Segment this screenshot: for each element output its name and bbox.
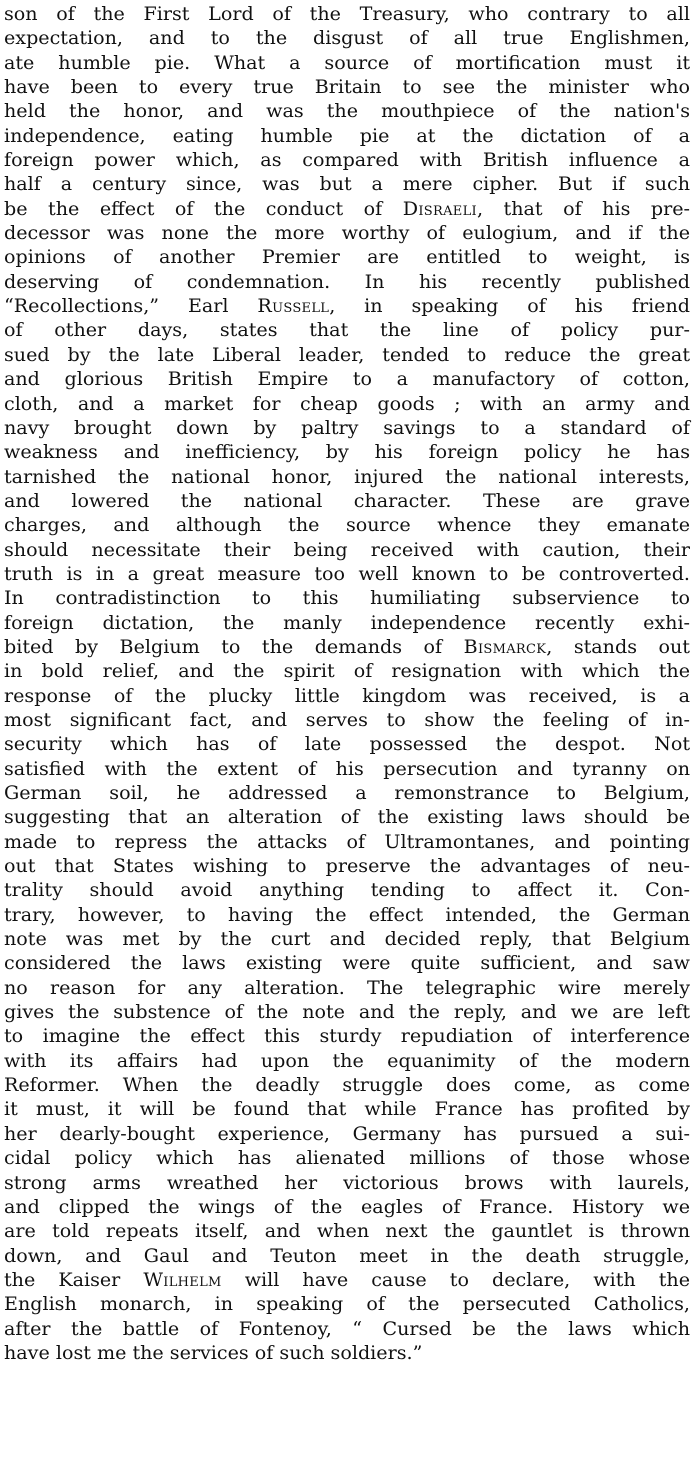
text-segment: weakness and inefficiency, by his foreign policy he has xyxy=(4,440,690,464)
text-segment: and glorious British Empire to a manufactory of cotton, xyxy=(4,367,690,391)
text-segment: trality should avoid anything tending to affect it. Con- xyxy=(4,878,690,902)
text-segment: trary, however, to having the effect intended, the German xyxy=(4,902,690,926)
text-segment: half a century since, was but a mere cipher. But if such xyxy=(4,172,690,196)
text-line xyxy=(4,294,690,318)
text-line xyxy=(4,1292,690,1316)
text-line xyxy=(4,805,690,829)
text-line xyxy=(4,927,690,951)
text-segment: In contradistinction to this humiliating subservience to xyxy=(4,586,690,610)
text-segment: Reformer. When the deadly struggle does come, as come xyxy=(4,1073,690,1097)
text-line xyxy=(4,562,690,586)
text-segment: in bold relief, and the spirit of resignation with which the xyxy=(4,659,690,683)
text-line xyxy=(4,1073,690,1097)
text-line xyxy=(4,1097,690,1121)
text-segment: security which has of late possessed the despot. Not xyxy=(4,732,690,756)
text-line xyxy=(4,635,690,659)
text-line xyxy=(4,51,690,75)
text-line xyxy=(4,270,690,294)
text-segment: German soil, he addressed a remonstrance to Belgium, xyxy=(4,781,690,804)
text-segment: out that States wishing to preserve the advantages of neu- xyxy=(4,854,690,878)
text-line xyxy=(4,172,690,196)
small-caps-name: Russell xyxy=(257,294,330,318)
text-line xyxy=(4,1024,690,1048)
text-line xyxy=(4,684,690,708)
text-segment: charges, and although the source whence they emanate xyxy=(4,513,690,537)
text-line xyxy=(4,75,690,99)
text-line xyxy=(4,708,690,732)
text-line xyxy=(4,99,690,123)
text-segment: to imagine the effect this sturdy repudiation of interference xyxy=(4,1024,690,1048)
text-line xyxy=(4,367,690,391)
text-line xyxy=(4,1146,690,1170)
text-line xyxy=(4,903,690,927)
text-segment: son of the First Lord of the Treasury, who contrary to all xyxy=(4,2,690,25)
text-segment: sued by the late Liberal leader, tended to reduce the great xyxy=(4,342,690,366)
text-segment: deserving of condemnation. In his recently published xyxy=(4,269,690,293)
text-line xyxy=(4,392,690,416)
text-segment: navy brought down by paltry savings to a standard of xyxy=(4,415,690,439)
text-segment: truth is in a great measure too well known to be controverted. xyxy=(4,561,690,585)
text-segment: and lowered the national character. These are grave xyxy=(4,488,690,512)
text-segment: after the battle of Fontenoy, “ Cursed be the laws which xyxy=(4,1316,690,1340)
text-segment: tarnished the national honor, injured the national interests, xyxy=(4,464,690,488)
text-line xyxy=(4,1171,690,1195)
text-line xyxy=(4,124,690,148)
text-segment: bited by Belgium to the demands of xyxy=(4,634,464,658)
text-segment: , stands out xyxy=(546,634,690,658)
text-segment: held the honor, and was the mouthpiece of the nation's xyxy=(4,99,690,123)
text-line xyxy=(4,489,690,513)
text-line xyxy=(4,416,690,440)
text-segment: satisfied with the extent of his persecution and tyranny on xyxy=(4,756,690,780)
text-line xyxy=(4,2,690,26)
text-line xyxy=(4,830,690,854)
text-line xyxy=(4,513,690,537)
text-line xyxy=(4,1341,690,1365)
text-line xyxy=(4,732,690,756)
text-segment: no reason for any alteration. The telegraphic wire merely xyxy=(4,975,690,999)
text-line xyxy=(4,465,690,489)
text-segment: expectation, and to the disgust of all true Englishmen, xyxy=(4,26,690,50)
text-segment: independence, eating humble pie at the dictation of a xyxy=(4,123,690,147)
small-caps-name: Bismarck xyxy=(463,634,547,658)
text-segment: cidal policy which has alienated millions of those whose xyxy=(4,1146,690,1170)
text-segment: with its affairs had upon the equanimity of the modern xyxy=(4,1048,690,1072)
text-line xyxy=(4,197,690,221)
text-line xyxy=(4,26,690,50)
text-segment: decessor was none the more worthy of eulogium, and if the xyxy=(4,221,690,245)
text-line xyxy=(4,221,690,245)
text-segment: ate humble pie. What a source of mortification must it xyxy=(4,50,690,74)
article-column xyxy=(4,2,690,1365)
text-segment: , that of his pre- xyxy=(476,196,690,220)
text-segment: be the effect of the conduct of xyxy=(4,196,403,220)
text-line xyxy=(4,1244,690,1268)
text-segment: note was met by the curt and decided reply, that Belgium xyxy=(4,927,690,951)
text-segment: “Recollections,” Earl xyxy=(4,294,258,318)
text-line xyxy=(4,1049,690,1073)
text-segment: should necessitate their being received with caution, their xyxy=(4,537,690,561)
text-line xyxy=(4,1195,690,1219)
text-segment: , in speaking of his friend xyxy=(329,294,691,318)
text-segment: opinions of another Premier are entitled to weight, is xyxy=(4,245,690,269)
text-segment: down, and Gaul and Teuton meet in the death struggle, xyxy=(4,1243,690,1267)
text-line xyxy=(4,1317,690,1341)
text-segment: suggesting that an alteration of the existing laws should be xyxy=(4,805,690,829)
text-segment: response of the plucky little kingdom was received, is a xyxy=(4,683,690,707)
text-segment: foreign dictation, the manly independence recently exhi- xyxy=(4,610,690,634)
small-caps-name: Wilhelm xyxy=(143,1267,222,1291)
text-line xyxy=(4,878,690,902)
text-segment: gives the substence of the note and the reply, and we are left xyxy=(4,1000,690,1024)
text-line xyxy=(4,1122,690,1146)
text-line xyxy=(4,440,690,464)
text-segment: considered the laws existing were quite sufficient, and saw xyxy=(4,951,690,975)
text-segment: the Kaiser xyxy=(4,1267,144,1291)
text-line xyxy=(4,976,690,1000)
text-segment: of other days, states that the line of policy pur- xyxy=(4,318,690,342)
text-line xyxy=(4,343,690,367)
text-segment: have lost me the services of such soldiers.” xyxy=(4,1340,423,1364)
text-line xyxy=(4,1000,690,1024)
text-segment: her dearly-bought experience, Germany has pursued a sui- xyxy=(4,1121,690,1145)
text-line xyxy=(4,245,690,269)
text-line xyxy=(4,951,690,975)
text-segment: and clipped the wings of the eagles of France. History we xyxy=(4,1194,690,1218)
text-segment: are told repeats itself, and when next the gauntlet is thrown xyxy=(4,1219,690,1243)
text-line xyxy=(4,659,690,683)
text-segment: it must, it will be found that while France has profited by xyxy=(4,1097,690,1121)
text-line xyxy=(4,757,690,781)
text-segment: most significant fact, and serves to show the feeling of in- xyxy=(4,707,690,731)
text-segment: strong arms wreathed her victorious brows with laurels, xyxy=(4,1170,690,1194)
text-line xyxy=(4,854,690,878)
text-segment: cloth, and a market for cheap goods ; with an army and xyxy=(4,391,690,415)
text-line xyxy=(4,1219,690,1243)
text-segment: will have cause to declare, with the xyxy=(221,1267,691,1291)
text-line xyxy=(4,148,690,172)
text-line xyxy=(4,318,690,342)
text-segment: have been to every true Britain to see the minister who xyxy=(4,75,690,99)
text-line xyxy=(4,781,690,805)
text-line xyxy=(4,1268,690,1292)
text-line xyxy=(4,538,690,562)
text-segment: English monarch, in speaking of the persecuted Catholics, xyxy=(4,1292,690,1316)
text-line xyxy=(4,611,690,635)
small-caps-name: Disraeli xyxy=(402,196,477,220)
text-segment: made to repress the attacks of Ultramontanes, and pointing xyxy=(4,829,690,853)
text-segment: foreign power which, as compared with British influence a xyxy=(4,148,690,172)
text-line xyxy=(4,586,690,610)
